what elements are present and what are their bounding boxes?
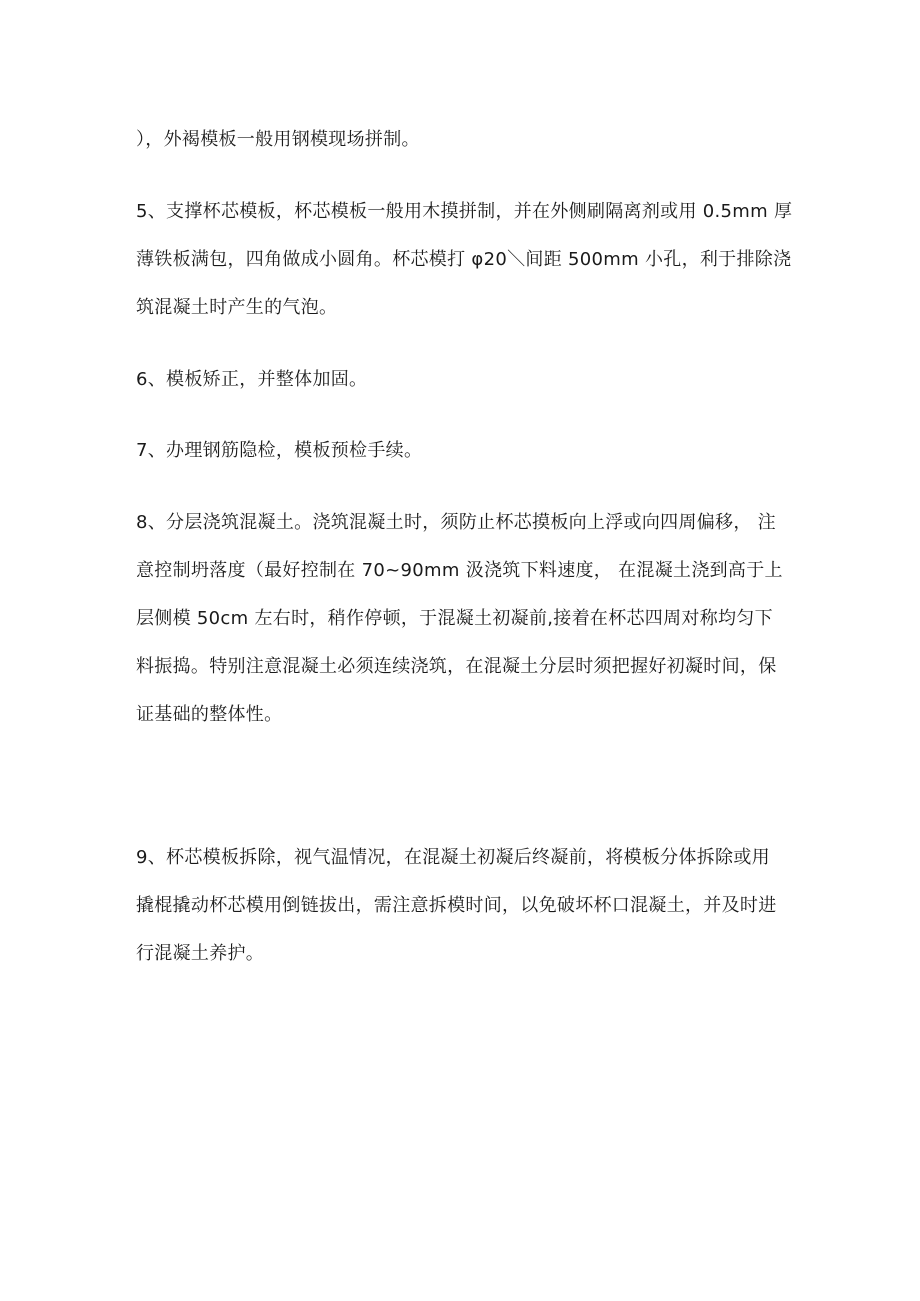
paragraph-5-line-2: 薄铁板满包，四角做成小圆角。杯芯模打 φ20＼间距 500mm 小孔，利于排除浇	[136, 249, 792, 270]
paragraph-8-line-4: 料振捣。特别注意混凝土必须连续浇筑，在混凝土分层时须把握好初凝时间，保	[136, 656, 777, 677]
paragraph-8-line-1: 8、分层浇筑混凝土。浇筑混凝土时，须防止杯芯摸板向上浮或向四周偏移， 注	[136, 512, 776, 533]
paragraph-5-line-3: 筑混凝土时产生的气泡。	[136, 297, 338, 318]
paragraph-9-line-2: 撬棍撬动杯芯模用倒链拔出，需注意拆模时间，以免破坏杯口混凝土，并及时进	[136, 895, 777, 916]
paragraph-8-line-2: 意控制坍落度（最好控制在 70~90mm 汲浇筑下料速度， 在混凝土浇到高于上	[136, 560, 783, 581]
paragraph-5-line-1: 5、支撑杯芯模板，杯芯模板一般用木摸拼制，并在外侧刷隔离剂或用 0.5mm 厚	[136, 201, 793, 222]
paragraph-8-line-5: 证基础的整体性。	[136, 704, 283, 725]
paragraph-9-line-3: 行混凝土养护。	[136, 943, 265, 964]
paragraph-7-line: 7、办理钢筋隐检，模板预检手续。	[136, 440, 423, 461]
paragraph-9-line-1: 9、杯芯模板拆除，视气温情况，在混凝土初凝后终凝前，将模板分体拆除或用	[136, 847, 770, 868]
paragraph-4-tail-line: ），外褐模板一般用钢模现场拼制。	[136, 129, 420, 150]
paragraph-8-line-3: 层侧模 50cm 左右时，稍作停顿，于混凝土初凝前,接着在杯芯四周对称均匀下	[136, 608, 773, 629]
paragraph-6-line: 6、模板矫正，并整体加固。	[136, 369, 368, 390]
